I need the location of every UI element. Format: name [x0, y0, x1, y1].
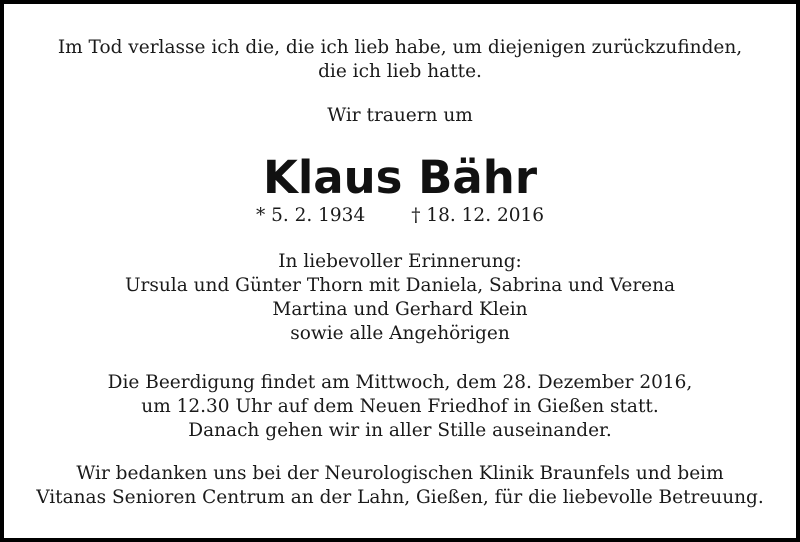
mourners-line: In liebevoller Erinnerung:: [278, 251, 522, 272]
thanks-line: Vitanas Senioren Centrum an der Lahn, Gießen, für die liebevolle Betreuung.: [36, 487, 764, 508]
life-dates: [4, 202, 796, 230]
quote-line: Im Tod verlasse ich die, die ich lieb habe, um diejenigen zurückzufinden,: [57, 37, 743, 58]
funeral-info-line: Danach gehen wir in aller Stille auseinander.: [188, 420, 612, 441]
quote-line: die ich lieb hatte.: [318, 61, 482, 82]
funeral-info-line: um 12.30 Uhr auf dem Neuen Friedhof in Gießen statt.: [141, 396, 659, 417]
mourners-line: Ursula und Günter Thorn mit Daniela, Sabrina und Verena: [124, 275, 676, 296]
birth-date: * 5. 2. 1934: [255, 205, 366, 226]
mourners-line: sowie alle Angehörigen: [290, 323, 510, 344]
death-date: † 18. 12. 2016: [411, 205, 545, 226]
mourning-intro: Wir trauern um: [327, 105, 473, 126]
deceased-name: Klaus Bähr: [262, 151, 538, 204]
thanks-line: Wir bedanken uns bei der Neurologischen Klinik Braunfels und beim: [76, 463, 724, 484]
mourners-line: Martina und Gerhard Klein: [272, 299, 528, 320]
funeral-info-line: Die Beerdigung findet am Mittwoch, dem 28. Dezember 2016,: [107, 372, 693, 393]
